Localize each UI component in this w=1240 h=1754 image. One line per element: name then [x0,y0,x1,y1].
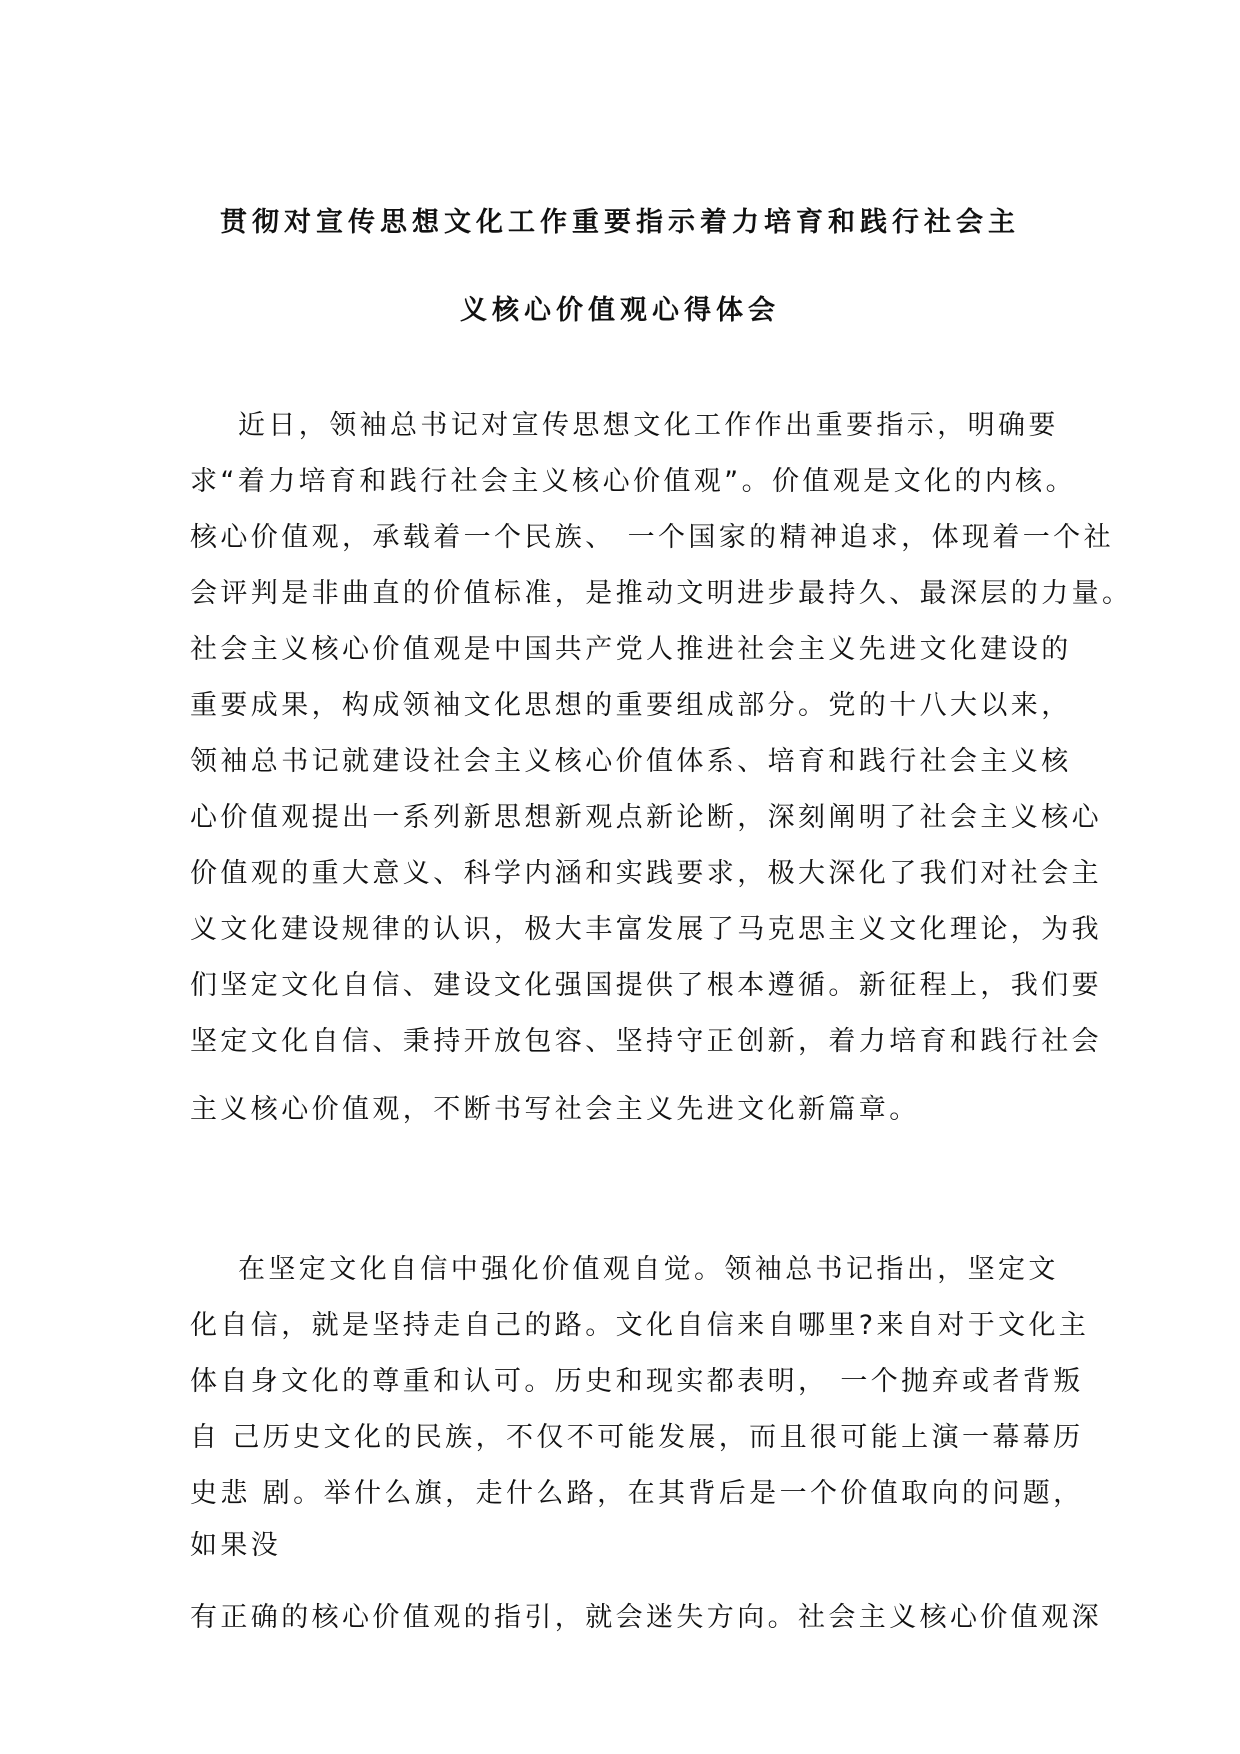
paragraph-1-line: 核心价值观，承载着一个民族、 一个国家的精神追求，体现着一个社 [190,522,1114,553]
paragraph-2-line: 在坚定文化自信中强化价值观自觉。领袖总书记指出，坚定文 [238,1254,1059,1285]
paragraph-2-line: 化自信，就是坚持走自己的路。文化自信来自哪里?来自对于文化主 [190,1310,1090,1341]
document-title-line-1: 贯彻对宣传思想文化工作重要指示着力培育和践行社会主 [220,207,1020,238]
paragraph-1-line: 社会主义核心价值观是中国共产党人推进社会主义先进文化建设的 [190,634,1072,665]
paragraph-1-line: 领袖总书记就建设社会主义核心价值体系、培育和践行社会主义核 [190,746,1072,777]
paragraph-2-line: 有正确的核心价值观的指引，就会迷失方向。社会主义核心价值观深 [190,1602,1102,1633]
paragraph-1-line: 重要成果，构成领袖文化思想的重要组成部分。党的十八大以来， [190,690,1072,721]
paragraph-2-line: 如果没 [190,1530,282,1561]
paragraph-1-line: 会评判是非曲直的价值标准，是推动文明进步最持久、最深层的力量。 [190,578,1133,609]
paragraph-1-line: 义文化建设规律的认识，极大丰富发展了马克思主义文化理论，为我 [190,914,1102,945]
document-title-line-2: 义核心价值观心得体会 [460,295,780,326]
paragraph-1-line: 坚定文化自信、秉持开放包容、坚持守正创新，着力培育和践行社会 [190,1026,1102,1057]
paragraph-1-line: 求“着力培育和践行社会主义核心价值观”。价值观是文化的内核。 [190,466,1076,497]
paragraph-1-line: 心价值观提出一系列新思想新观点新论断，深刻阐明了社会主义核心 [190,802,1102,833]
paragraph-1-line: 们坚定文化自信、建设文化强国提供了根本遵循。新征程上，我们要 [190,970,1102,1001]
paragraph-2-line: 体自身文化的尊重和认可。历史和现实都表明， 一个抛弃或者背叛 [190,1366,1084,1397]
paragraph-1-line: 价值观的重大意义、科学内涵和实践要求，极大深化了我们对社会主 [190,858,1102,889]
paragraph-1-line: 近日，领袖总书记对宣传思想文化工作作出重要指示，明确要 [238,410,1059,441]
paragraph-2-line: 史悲 剧。举什么旗，走什么路，在其背后是一个价值取向的问题， [190,1478,1084,1509]
paragraph-1-line: 主义核心价值观，不断书写社会主义先进文化新篇章。 [190,1094,920,1125]
paragraph-2-line: 自 己历史文化的民族，不仅不可能发展，而且很可能上演一幕幕历 [190,1422,1084,1453]
